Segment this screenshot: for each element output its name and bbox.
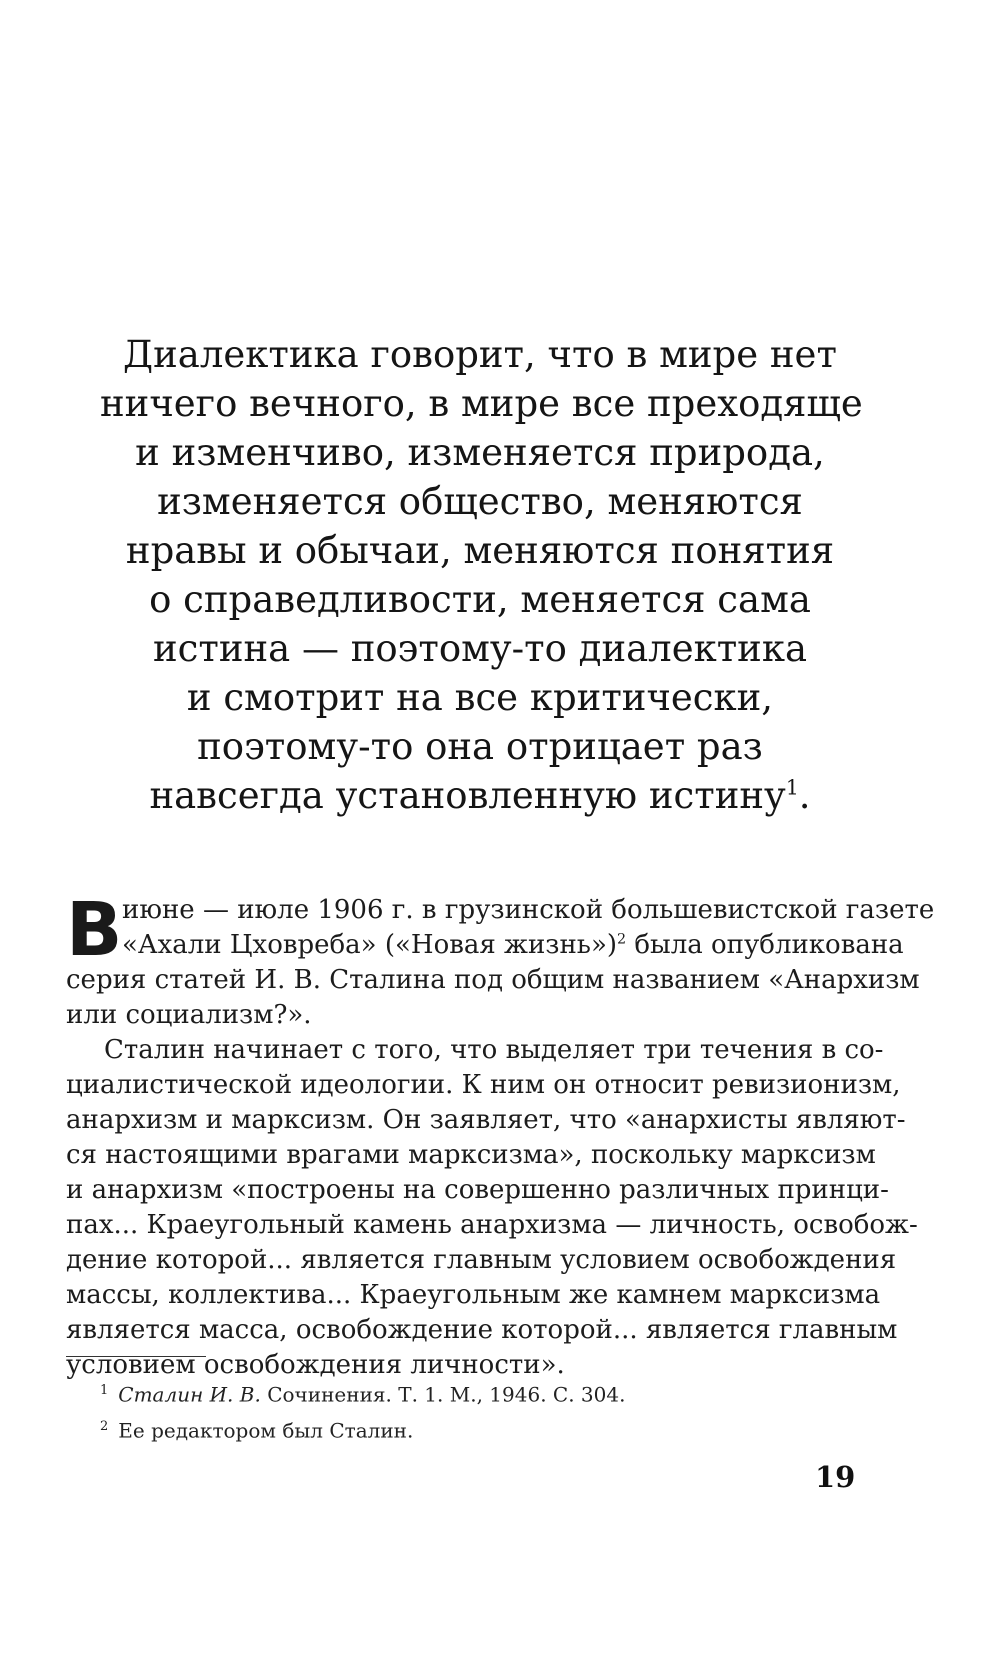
quote-line: изменяется общество, меняются xyxy=(157,480,803,523)
quote-line: Диалектика говорит, что в мире нет xyxy=(123,333,837,376)
epigraph-quote xyxy=(100,330,863,820)
footnote-1 xyxy=(100,1375,625,1411)
paragraph-line: июне — июле 1906 г. в грузинской большевистской газете xyxy=(122,895,935,925)
footnote-number: 1 xyxy=(100,1383,109,1398)
paragraph-line: циалистической идеологии. К ним он относит ревизионизм, xyxy=(66,1070,901,1100)
quote-line-text: навсегда установленную истину xyxy=(149,774,786,817)
quote-line: поэтому-то она отрицает раз xyxy=(197,725,763,768)
quote-line: и смотрит на все критически, xyxy=(186,676,774,719)
paragraph-line: Сталин начинает с того, что выделяет три течения в со- xyxy=(104,1035,884,1065)
paragraph-line xyxy=(66,928,904,963)
line-text: «Ахали Цховреба» («Новая жизнь») xyxy=(122,930,618,960)
quote-line: нравы и обычаи, меняются понятия xyxy=(125,529,835,572)
paragraph-line: является масса, освобождение которой... является главным xyxy=(66,1315,898,1345)
quote-line: и изменчиво, изменяется природа, xyxy=(135,431,825,474)
footnote-author: Сталин И. В. xyxy=(118,1382,261,1407)
paragraph-line: ся настоящими врагами марксизма», поскольку марксизм xyxy=(66,1140,876,1170)
line-text: была опубликована xyxy=(626,930,904,960)
quote-line: истина — поэтому-то диалектика xyxy=(152,627,808,670)
footnote-text: Сочинения. Т. 1. М., 1946. С. 304. xyxy=(260,1382,626,1407)
quote-line: о справедливости, меняется сама xyxy=(149,578,811,621)
quote-line-last xyxy=(100,771,860,820)
paragraph-line: анархизм и марксизм. Он заявляет, что «анархисты являют- xyxy=(66,1105,906,1135)
paragraph-line: условием освобождения личности». xyxy=(66,1350,565,1380)
footnote-2 xyxy=(100,1411,625,1447)
footnote-number: 2 xyxy=(100,1418,109,1434)
footnote-divider xyxy=(66,1356,206,1357)
paragraph-line: пах... Краеугольный камень анархизма — личность, освобож- xyxy=(66,1210,918,1240)
paragraph-line: массы, коллектива... Краеугольным же камнем марксизма xyxy=(66,1280,881,1310)
paragraph-line: серия статей И. В. Сталина под общим названием «Анархизм xyxy=(66,965,920,995)
page-number: 19 xyxy=(815,1460,856,1494)
drop-cap: В xyxy=(66,887,123,973)
footnote-ref: 1 xyxy=(785,775,799,800)
paragraph-2 xyxy=(66,1033,918,1383)
quote-line: ничего вечного, в мире все преходяще xyxy=(100,382,863,425)
paragraph-line: дение которой... является главным условием освобождения xyxy=(66,1245,897,1275)
paragraph-1 xyxy=(66,887,935,1033)
body-text xyxy=(66,887,935,1383)
footnote-ref: 2 xyxy=(617,931,627,948)
paragraph-line: или социализм?». xyxy=(66,1000,312,1030)
paragraph-line: и анархизм «построены на совершенно различных принци- xyxy=(66,1175,889,1205)
footnote-text: Ее редактором был Сталин. xyxy=(118,1418,414,1443)
quote-end-punct: . xyxy=(798,774,811,817)
footnotes xyxy=(100,1375,625,1446)
